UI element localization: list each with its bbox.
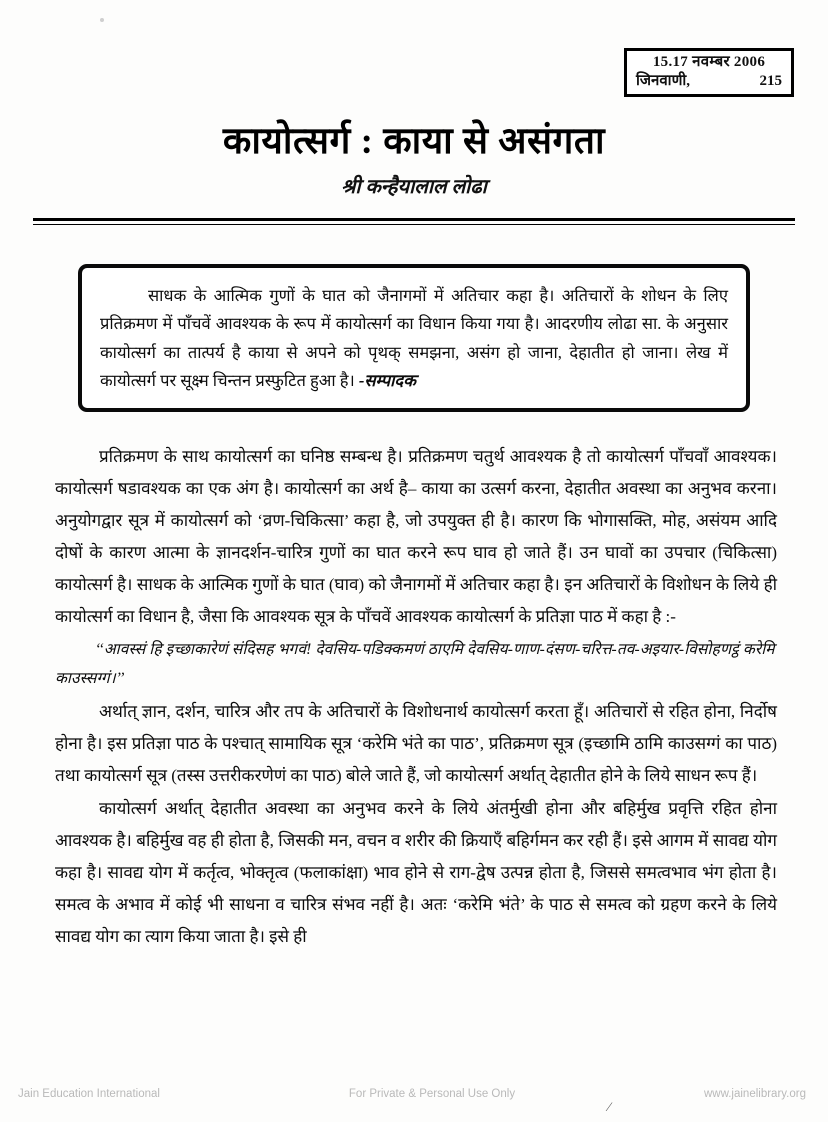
issue-stamp bbox=[624, 48, 794, 97]
journal-name: जिनवाणी, bbox=[636, 72, 691, 89]
editor-credit: -सम्पादक bbox=[358, 371, 416, 391]
article-author: श्री कन्हैयालाल लोढा bbox=[341, 176, 487, 198]
summary-text bbox=[100, 282, 728, 396]
page-speck bbox=[100, 18, 104, 22]
body-paragraph-3: कायोत्सर्ग अर्थात् देहातीत अवस्था का अनुभव करने के लिये अंतर्मुखी होना और बहिर्मुख प्रवृत्ति रहित होना आवश्यक है। बहिर्मुख वह ही होता है, जिसकी मन, वचन व शरीर की क्रियाएँ बहिर्गमन कर रही हैं। इसे आगम में सावद्य योग कहा है। सावद्य योग में कर्तृत्व, भोक्तृत्व (फलाकांक्षा) भाव होने से राग-द्वेष उत्पन्न होता है, जिससे समत्वभाव भंग होता है। समत्व के अभाव में कोई भी साधना व चारित्र संभव नहीं है। अतः ‘करेमि भंते’ के पाठ से समत्व को ग्रहण करने के लिये सावद्य योग का त्याग किया जाता है। इसे ही bbox=[55, 799, 777, 947]
scan-artifact-icon: ⁄ bbox=[608, 1099, 611, 1114]
body-paragraph-2: अर्थात् ज्ञान, दर्शन, चारित्र और तप के अतिचारों के विशोधनार्थ कायोत्सर्ग करता हूँ। अतिचारों से रहित होना, निर्दोष होना है। इस प्रतिज्ञा पाठ के पश्चात् सामायिक सूत्र ‘करेमि भंते का पाठ’, प्रतिक्रमण सूत्र (इच्छामि ठामि काउसग्गं का पाठ) तथा कायोत्सर्ग सूत्र (तस्स उत्तरीकरणेणं का पाठ) बोले जाते हैं, जो कायोत्सर्ग अर्थात् देहातीत होने के लिये साधन रूप हैं। bbox=[55, 701, 777, 785]
footer-right-url[interactable]: www.jainelibrary.org bbox=[703, 1088, 806, 1100]
divider-thick-line bbox=[33, 218, 795, 221]
issue-date: 15.17 नवम्बर 2006 bbox=[652, 54, 766, 70]
header-divider bbox=[33, 218, 795, 225]
page-title: कायोत्सर्ग : काया से असंगता bbox=[222, 121, 606, 162]
divider-thin-line bbox=[33, 224, 795, 225]
page-footer bbox=[0, 1088, 828, 1100]
scripture-quote: ‘‘आवस्सं हि इच्छाकारेणं संदिसह भगवं! देवसिय-पडिक्कमणं ठाएमि देवसिय-णाण-दंसण-चरित्त-तव-अइयार-विसोहणट्ठं करेमि काउस्सग्गं।’’ bbox=[55, 640, 775, 688]
summary-box bbox=[78, 264, 750, 412]
body-paragraph-1: प्रतिक्रमण के साथ कायोत्सर्ग का घनिष्ठ सम्बन्ध है। प्रतिक्रमण चतुर्थ आवश्यक है तो कायोत्सर्ग पाँचवाँ आवश्यक। कायोत्सर्ग षडावश्यक का एक अंग है। कायोत्सर्ग का अर्थ है– काया का उत्सर्ग करना, देहातीत अवस्था का अनुभव करना। अनुयोगद्वार सूत्र में कायोत्सर्ग को ‘व्रण-चिकित्सा’ कहा है, जो उपयुक्त ही है। कारण कि भोगासक्ति, मोह, असंयम आदि दोषों के कारण आत्मा के ज्ञानदर्शन-चारित्र गुणों का घात करने रूप घाव हो जाते हैं। उन घावों का उपचार (चिकित्सा) कायोत्सर्ग है। साधक के आत्मिक गुणों के घात (घाव) को जैनागमों में अतिचार कहा है। इन अतिचारों के विशोधन के लिये ही कायोत्सर्ग का विधान है, जैसा कि आवश्यक सूत्र के पाँचवें आवश्यक कायोत्सर्ग के प्रतिज्ञा पाठ में कहा है :- bbox=[55, 447, 777, 626]
footer-left-text: Jain Education International bbox=[18, 1088, 160, 1100]
article-body bbox=[55, 441, 777, 955]
issue-journal-line bbox=[632, 72, 786, 91]
footer-center-text: For Private & Personal Use Only bbox=[348, 1088, 516, 1100]
summary-body: साधक के आत्मिक गुणों के घात को जैनागमों में अतिचार कहा है। अतिचारों के शोधन के लिए प्रतिक्रमण में पाँचवें आवश्यक के रूप में कायोत्सर्ग का विधान किया गया है। आदरणीय लोढा सा. के अनुसार कायोत्सर्ग का तात्पर्य है काया से अपने को पृथक् समझना, असंग हो जाना, देहातीत हो जाना। लेख में कायोत्सर्ग पर सूक्ष्म चिन्तन प्रस्फुटित हुआ है। bbox=[100, 286, 728, 391]
page-number: 215 bbox=[759, 72, 782, 89]
